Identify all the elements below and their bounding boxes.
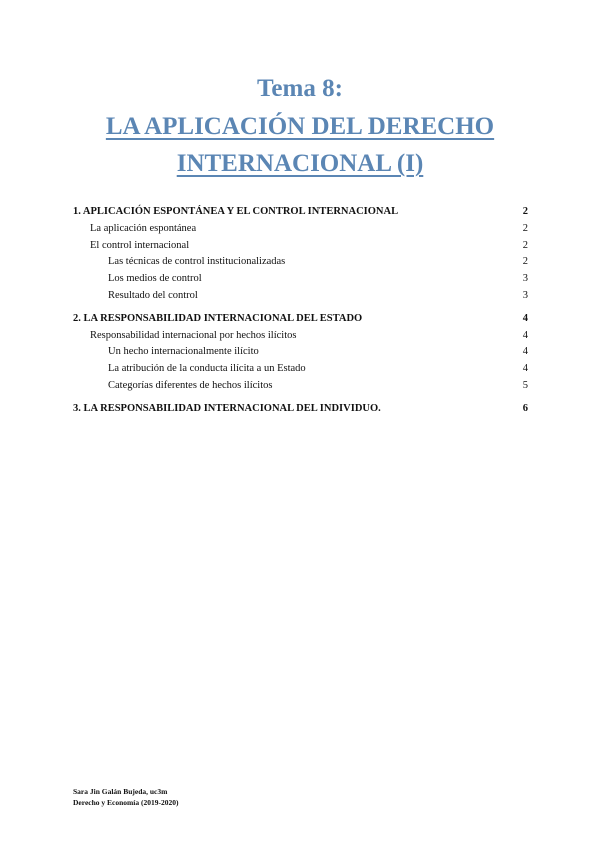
toc-entry-level3[interactable] xyxy=(73,378,528,395)
toc-entry-page: 4 xyxy=(522,346,528,358)
chapter-title-line2: INTERNACIONAL (I) xyxy=(176,150,424,177)
title-block xyxy=(0,74,600,182)
toc-entry-text: El control internacional xyxy=(90,239,190,251)
toc-entry-level1[interactable] xyxy=(73,401,528,418)
toc-entry-level3[interactable] xyxy=(73,288,528,305)
toc-entry-text: Las técnicas de control institucionalizadas xyxy=(108,256,286,268)
toc-entry-level3[interactable] xyxy=(73,344,528,361)
toc-entry-page: 4 xyxy=(522,363,528,375)
footer-course: Derecho y Economía (2019-2020) xyxy=(73,798,179,807)
toc-entry-level3[interactable] xyxy=(73,271,528,288)
toc-entry-text: Resultado del control xyxy=(108,289,198,301)
toc-entry-page: 2 xyxy=(522,239,528,251)
toc-entry-text: Un hecho internacionalmente ilícito xyxy=(108,346,259,358)
toc-entry-level2[interactable] xyxy=(73,328,528,345)
toc-entry-level2[interactable] xyxy=(73,221,528,238)
toc-entry-page: 4 xyxy=(522,329,528,341)
toc-entry-text: La atribución de la conducta ilícita a un Estado xyxy=(108,363,306,375)
toc-entry-page: 2 xyxy=(522,256,528,268)
toc-entry-level3[interactable] xyxy=(73,254,528,271)
toc-entry-level3[interactable] xyxy=(73,361,528,378)
toc-entry-page: 4 xyxy=(522,312,528,324)
chapter-number: Tema 8: xyxy=(257,75,343,102)
footer xyxy=(73,786,178,808)
chapter-title-line1: LA APLICACIÓN DEL DERECHO xyxy=(105,113,495,140)
chapter-title xyxy=(0,108,600,182)
toc-entry-page: 3 xyxy=(522,289,528,301)
toc-entry-page: 3 xyxy=(522,273,528,285)
footer-author: Sara Jin Galán Bujeda, uc3m xyxy=(73,787,168,796)
table-of-contents xyxy=(73,204,528,418)
toc-entry-level2[interactable] xyxy=(73,238,528,255)
toc-entry-text: Responsabilidad internacional por hechos ilícitos xyxy=(90,329,297,341)
toc-entry-text: Categorías diferentes de hechos ilícitos xyxy=(108,379,273,391)
toc-entry-level1[interactable] xyxy=(73,204,528,221)
toc-entry-text: 1. APLICACIÓN ESPONTÁNEA Y EL CONTROL INTERNACIONAL xyxy=(73,206,399,217)
toc-entry-page: 2 xyxy=(522,206,528,217)
toc-entry-text: 2. LA RESPONSABILIDAD INTERNACIONAL DEL ESTADO xyxy=(73,312,363,324)
toc-entry-page: 2 xyxy=(522,222,528,234)
toc-entry-text: 3. LA RESPONSABILIDAD INTERNACIONAL DEL INDIVIDUO. xyxy=(73,402,381,414)
toc-entry-text: Los medios de control xyxy=(108,273,202,285)
toc-entry-level1[interactable] xyxy=(73,311,528,328)
toc-entry-page: 5 xyxy=(522,379,528,391)
toc-entry-page: 6 xyxy=(522,402,528,414)
toc-entry-text: La aplicación espontánea xyxy=(90,222,197,234)
